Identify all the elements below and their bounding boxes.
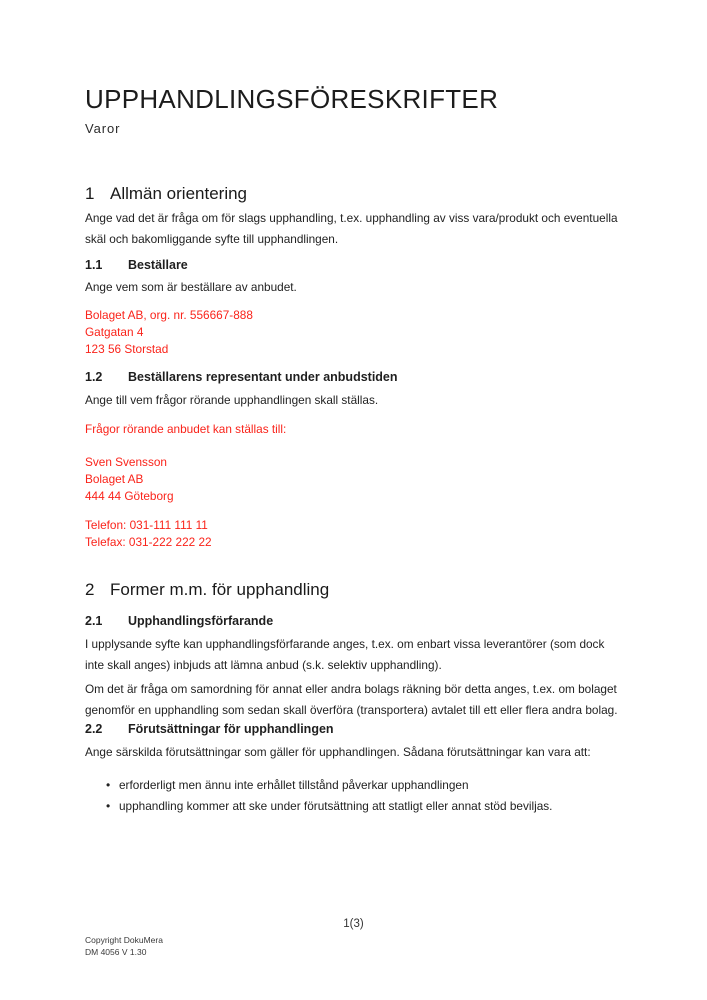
footer-copyright-block	[85, 934, 163, 958]
section-number: 1.2	[85, 370, 103, 384]
section-1-2-heading	[85, 369, 622, 385]
section-number: 1	[85, 184, 95, 203]
section-number: 2.2	[85, 722, 103, 736]
contact-block	[85, 454, 622, 505]
section-2-heading	[85, 579, 622, 601]
doc-title: UPPHANDLINGSFÖRESKRIFTER	[85, 84, 499, 114]
footer-page-number: 1(3)	[343, 918, 364, 930]
section-1-1-intro: Ange vem som är beställare av anbudet.	[85, 280, 297, 294]
contact-line: 444 44 Göteborg	[85, 489, 174, 503]
section-2-2-heading	[85, 721, 622, 737]
section-1-1-heading	[85, 257, 622, 273]
section-2-1-heading	[85, 613, 622, 629]
section-title: Beställare	[128, 258, 188, 272]
document-content	[85, 0, 622, 817]
phone-line: Telefon: 031-111 111 11	[85, 518, 208, 532]
section-number: 1.1	[85, 258, 103, 272]
address-line: 123 56 Storstad	[85, 342, 169, 356]
section-2-1-paragraph-1: I upplysande syfte kan upphandlingsförfarande anges, t.ex. om enbart vissa leverantörer (som dock inte skall anges) inbjuds att lämna anbud (s.k. selektiv upphandling).	[85, 637, 605, 672]
section-title: Upphandlingsförfarande	[128, 614, 274, 628]
section-2-2-intro: Ange särskilda förutsättningar som gäller för upphandlingen. Sådana förutsättningar kan vara att:	[85, 745, 591, 759]
contact-line: Bolaget AB	[85, 472, 144, 486]
section-2-1-paragraph-2: Om det är fråga om samordning för annat eller andra bolags räkning bör detta anges, t.ex. om bolaget genomför en upphandling som sedan skall överföra (transportera) avtalet till ett eller flera andra bolag.	[85, 682, 618, 717]
footer-version: DM 4056 V 1.30	[85, 947, 147, 957]
section-1-intro: Ange vad det är fråga om för slags upphandling, t.ex. upphandling av viss vara/produkt och eventuella skäl och bakomliggande syfte till upphandlingen.	[85, 211, 618, 246]
section-title: Allmän orientering	[110, 184, 248, 203]
buyer-address-block	[85, 307, 622, 358]
address-line: Gatgatan 4	[85, 325, 144, 339]
section-title: Former m.m. för upphandling	[110, 580, 330, 599]
footer-copyright: Copyright DokuMera	[85, 935, 163, 945]
conditions-bullet-list	[85, 775, 622, 817]
phone-block	[85, 517, 622, 551]
doc-subtitle: Varor	[85, 121, 121, 136]
contact-note: Frågor rörande anbudet kan ställas till:	[85, 422, 287, 436]
fax-line: Telefax: 031-222 222 22	[85, 535, 212, 549]
section-1-heading	[85, 183, 622, 205]
bullet-item: • upphandling kommer att ske under förutsättning att statligt eller annat stöd beviljas.	[106, 796, 622, 817]
section-number: 2.1	[85, 614, 103, 628]
bullet-item: • erforderligt men ännu inte erhållet tillstånd påverkar upphandlingen	[106, 775, 622, 796]
section-1-2-intro: Ange till vem frågor rörande upphandlingen skall ställas.	[85, 393, 379, 407]
contact-line: Sven Svensson	[85, 455, 167, 469]
address-line: Bolaget AB, org. nr. 556667-888	[85, 308, 253, 322]
section-number: 2	[85, 580, 95, 599]
section-title: Beställarens representant under anbudstiden	[128, 370, 398, 384]
section-title: Förutsättningar för upphandlingen	[128, 722, 334, 736]
